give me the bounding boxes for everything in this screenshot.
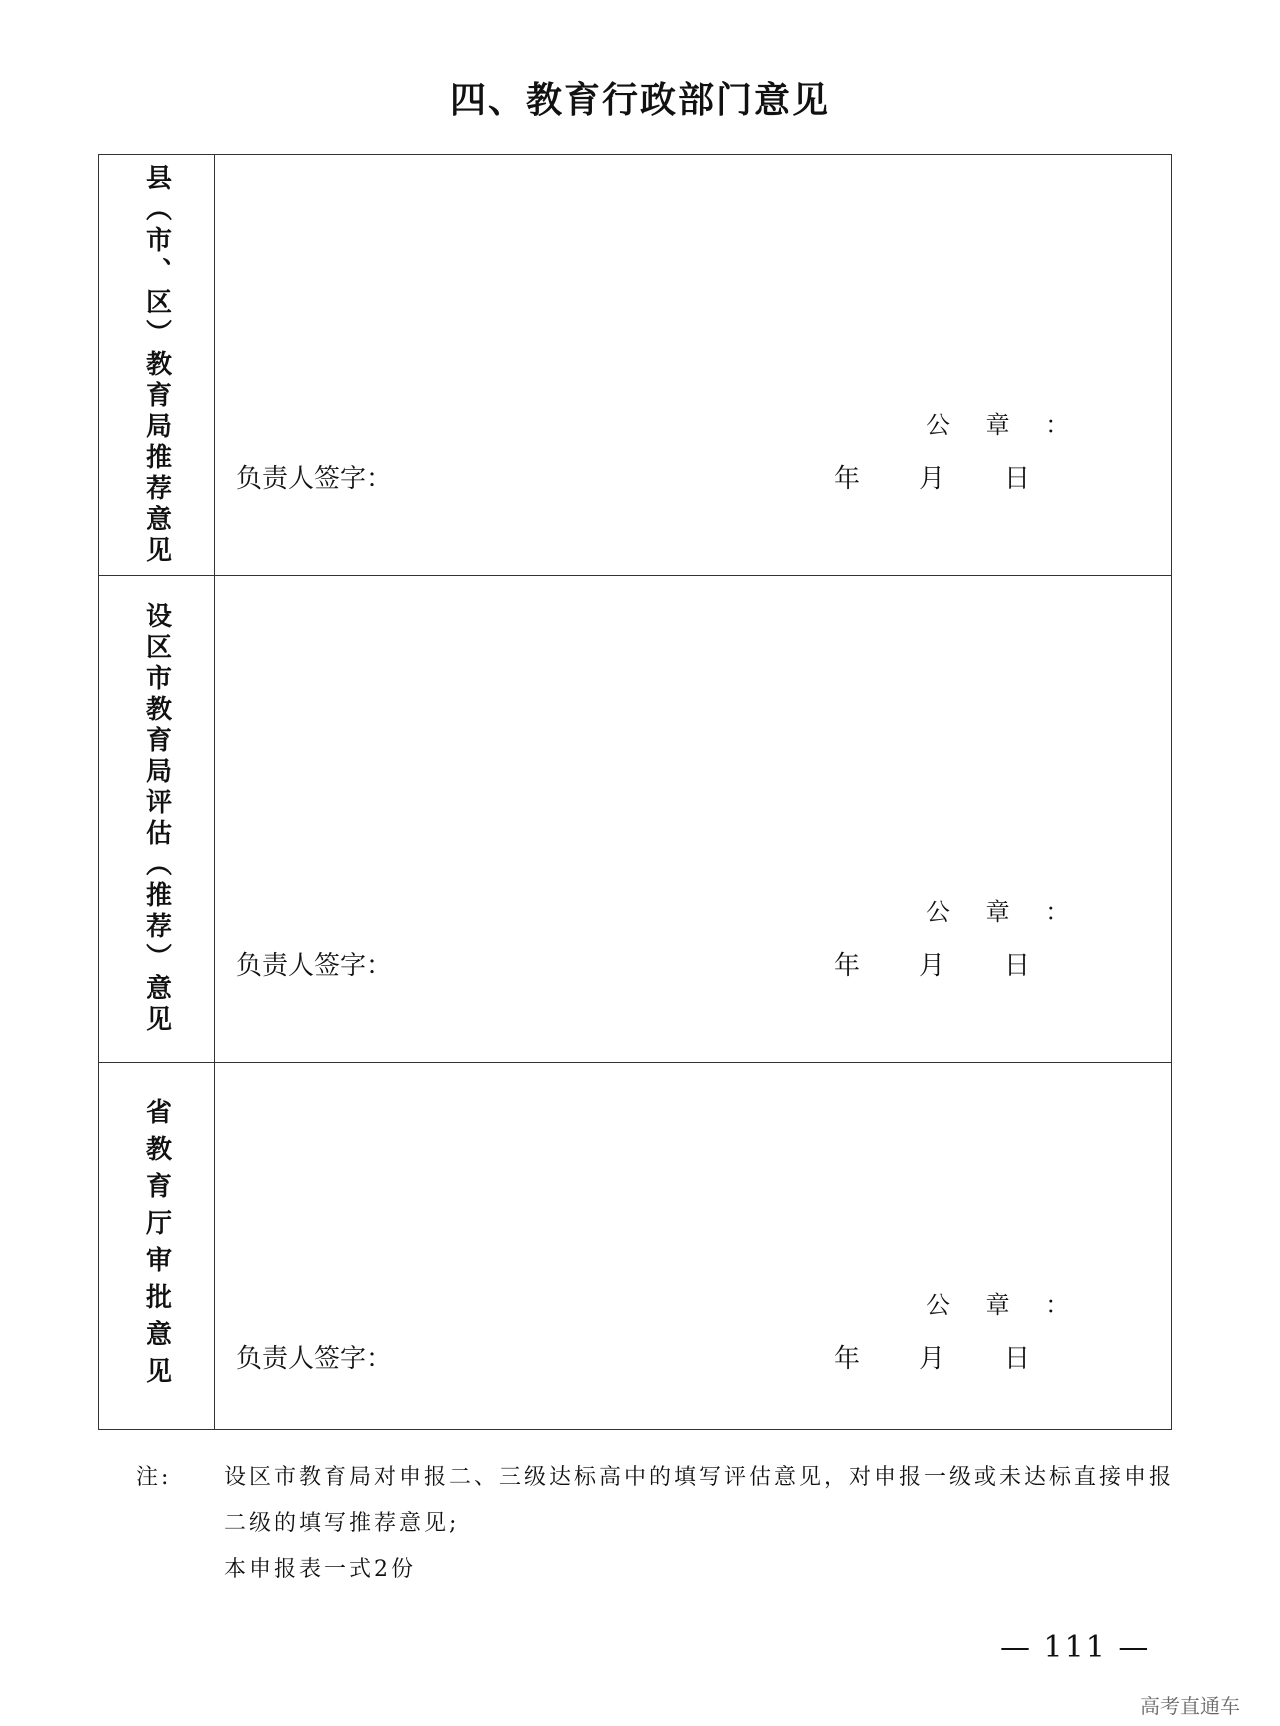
page-title: 四、教育行政部门意见 (449, 80, 830, 121)
city-opinion-label: 设区市教育局评估（推荐）意见 (141, 602, 172, 1036)
note-line: 设区市教育局对申报二、三级达标高中的填写评估意见，对申报一级或未达标直接申报 (224, 1465, 1175, 1490)
year-label: 年 (834, 464, 861, 494)
date-line (834, 945, 1030, 982)
row-label-cell (99, 576, 215, 1062)
county-opinion-row (99, 155, 1171, 575)
official-seal-label: 公 章 ： (926, 411, 1084, 439)
province-opinion-field[interactable] (214, 1063, 1171, 1429)
row-label-cell (99, 155, 215, 575)
day-label: 日 (1004, 951, 1031, 981)
province-opinion-row (99, 1062, 1171, 1429)
signer-label: 负责人签字： (236, 464, 393, 494)
day-label: 日 (1004, 464, 1031, 494)
opinion-table (98, 154, 1172, 1430)
signer-label: 负责人签字： (236, 951, 393, 981)
official-seal-label: 公 章 ： (926, 898, 1084, 926)
row-label-cell (99, 1063, 215, 1429)
month-label: 月 (919, 464, 946, 494)
official-seal-label: 公 章 ： (926, 1291, 1084, 1319)
city-opinion-field[interactable] (214, 576, 1171, 1062)
watermark: 高考直通车 (1140, 1694, 1240, 1718)
date-line (834, 1338, 1030, 1375)
day-label: 日 (1004, 1344, 1031, 1374)
note-label: 注: (136, 1465, 172, 1490)
signer-label: 负责人签字： (236, 1344, 393, 1374)
county-opinion-label: 县（市、区）教育局推荐意见 (141, 163, 172, 567)
month-label: 月 (919, 951, 946, 981)
year-label: 年 (834, 1344, 861, 1374)
year-label: 年 (834, 951, 861, 981)
page-number: — 111 — (1000, 1630, 1151, 1665)
city-opinion-row (99, 575, 1171, 1062)
date-line (834, 458, 1030, 495)
county-opinion-field[interactable] (214, 155, 1171, 575)
province-opinion-label: 省教育厅审批意见 (141, 1098, 172, 1394)
month-label: 月 (919, 1344, 946, 1374)
note-line: 本申报表一式2份 (224, 1557, 416, 1582)
note-line: 二级的填写推荐意见; (224, 1511, 460, 1536)
